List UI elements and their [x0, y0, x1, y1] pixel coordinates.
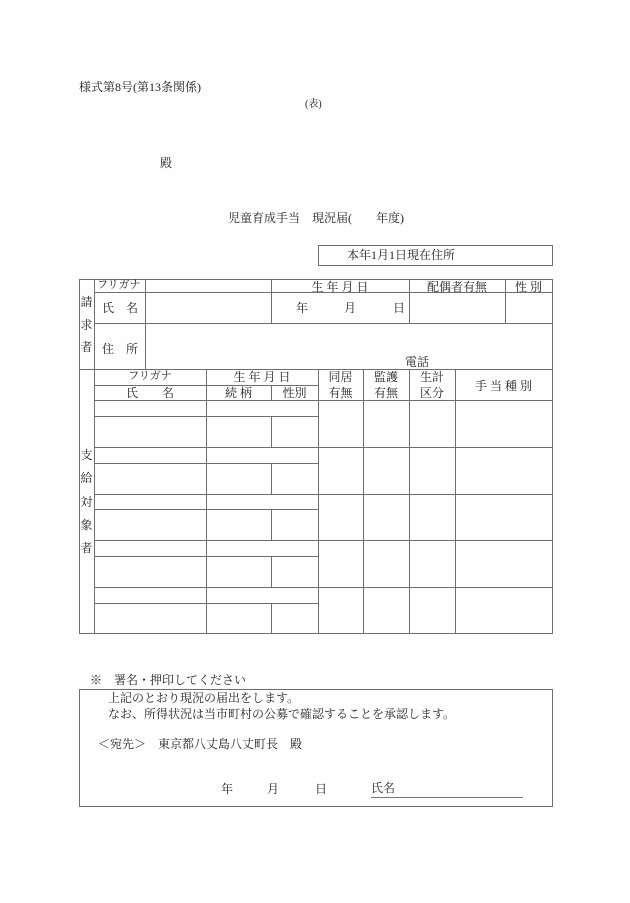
child-custody-field	[365, 541, 408, 586]
child-cohabitation-header: 有無	[328, 386, 353, 400]
claimant-phone-field	[432, 354, 550, 368]
child-sex-field	[273, 417, 317, 446]
children-section-label: 支	[80, 448, 93, 462]
claimant-birth-year-unit: 年	[296, 301, 309, 315]
claimant-furigana-label: フリガナ	[97, 279, 141, 291]
child-custody-header: 有無	[373, 386, 398, 400]
child-allowance-type-field	[457, 401, 551, 446]
child-relationship-field	[208, 417, 270, 446]
table-line	[271, 556, 272, 587]
addressee-line: ＜宛先＞ 東京都八丈島八丈町長 殿	[98, 737, 303, 751]
child-birthdate-field	[208, 541, 316, 555]
children-section-label: 給	[80, 471, 93, 485]
table-line	[94, 323, 552, 324]
children-section-label: 者	[80, 541, 93, 555]
table-line	[206, 369, 207, 633]
child-name-header: 氏 名	[125, 386, 174, 400]
child-custody-field	[365, 495, 408, 539]
child-cohabitation-field	[320, 448, 362, 493]
child-allowance-type-field	[457, 588, 551, 632]
claimant-birthdate-header: 生 年 月 日	[311, 280, 369, 294]
child-name-field	[96, 604, 204, 632]
current-address-label: 本年1月1日現在住所	[347, 248, 456, 262]
child-birthdate-field	[208, 401, 316, 415]
child-cohabitation-field	[320, 588, 362, 632]
child-livelihood-field	[411, 401, 454, 446]
child-birthdate-field	[208, 588, 316, 602]
declaration-line-2: なお、所得状況は当市町村の公募で確認することを承認します。	[108, 707, 456, 721]
table-line	[363, 369, 364, 633]
child-sex-field	[273, 604, 317, 632]
child-furigana-field	[96, 495, 204, 508]
children-section-label: 対	[80, 495, 93, 509]
child-custody-field	[365, 588, 408, 632]
table-line	[94, 279, 95, 634]
claimant-address-field	[147, 325, 547, 353]
children-section-label: 象	[80, 518, 93, 532]
child-cohabitation-header: 同居	[328, 370, 353, 384]
child-custody-field	[365, 448, 408, 493]
child-furigana-header: フリガナ	[128, 370, 172, 382]
page-side-label: (表)	[305, 99, 322, 110]
table-line	[318, 369, 319, 633]
child-cohabitation-field	[320, 495, 362, 539]
child-birthdate-header: 生 年 月 日	[233, 370, 291, 384]
claimant-phone-label: 電話	[405, 355, 430, 369]
date-year-unit: 年	[221, 782, 234, 796]
table-line	[271, 416, 272, 447]
signature-name-label: 氏名	[371, 781, 396, 795]
child-allowance-type-header: 手 当 種 別	[474, 379, 532, 393]
child-allowance-type-field	[457, 448, 551, 493]
claimant-spouse-header: 配偶者有無	[426, 280, 487, 294]
date-month-unit: 月	[267, 782, 280, 796]
child-birthdate-field	[208, 495, 316, 508]
signature-name-field	[400, 781, 522, 796]
signature-underline	[371, 797, 523, 798]
child-furigana-field	[96, 401, 204, 415]
child-sex-field	[273, 464, 317, 493]
child-livelihood-field	[411, 448, 454, 493]
child-livelihood-field	[411, 495, 454, 539]
claimant-birth-month-unit: 月	[344, 301, 357, 315]
child-sex-header: 性別	[282, 386, 307, 400]
child-cohabitation-field	[320, 401, 362, 446]
claimant-section-label: 請	[80, 295, 93, 309]
claimant-section-label: 求	[80, 318, 93, 332]
child-birthdate-field	[208, 448, 316, 462]
current-address-box	[318, 245, 553, 266]
claimant-name-label: 氏 名	[102, 301, 139, 315]
child-name-field	[96, 464, 204, 493]
table-line	[552, 279, 553, 634]
claimant-name-field	[147, 294, 269, 322]
table-line	[409, 369, 410, 633]
page-title: 児童育成手当 現況届( 年度)	[228, 211, 404, 225]
child-relationship-field	[208, 557, 270, 586]
child-sex-field	[273, 510, 317, 539]
claimant-sex-header: 性 別	[514, 280, 542, 294]
addressee-suffix: 殿	[160, 156, 173, 170]
child-name-field	[96, 510, 204, 539]
child-livelihood-field	[411, 541, 454, 586]
child-furigana-field	[96, 448, 204, 462]
child-sex-field	[273, 557, 317, 586]
table-line	[455, 369, 456, 633]
claimant-spouse-field	[411, 294, 503, 322]
child-name-field	[96, 417, 204, 446]
table-line	[271, 603, 272, 633]
claimant-birth-day-unit: 日	[393, 301, 406, 315]
child-relationship-field	[208, 510, 270, 539]
claimant-section-label: 者	[80, 340, 93, 354]
child-livelihood-header: 生計	[419, 370, 444, 384]
child-furigana-field	[96, 588, 204, 602]
child-cohabitation-field	[320, 541, 362, 586]
child-relationship-field	[208, 464, 270, 493]
child-livelihood-field	[411, 588, 454, 632]
claimant-address-label: 住 所	[102, 342, 139, 356]
table-line	[145, 279, 146, 369]
child-relationship-field	[208, 604, 270, 632]
table-line	[271, 509, 272, 540]
signature-note: ※ 署名・押印してください	[90, 673, 247, 687]
table-line	[271, 463, 272, 494]
table-line	[79, 633, 553, 634]
claimant-furigana-field	[147, 280, 269, 292]
child-allowance-type-field	[457, 495, 551, 539]
claimant-sex-field	[507, 294, 551, 322]
declaration-line-1: 上記のとおり現況の届出をします。	[108, 691, 300, 705]
form-number: 様式第8号(第13条関係)	[79, 80, 201, 94]
child-allowance-type-field	[457, 541, 551, 586]
date-day-unit: 日	[315, 782, 328, 796]
child-name-field	[96, 557, 204, 586]
child-livelihood-header: 区分	[419, 386, 444, 400]
child-relationship-header: 続 柄	[224, 386, 252, 400]
child-custody-field	[365, 401, 408, 446]
child-furigana-field	[96, 541, 204, 555]
child-custody-header: 監護	[373, 370, 398, 384]
